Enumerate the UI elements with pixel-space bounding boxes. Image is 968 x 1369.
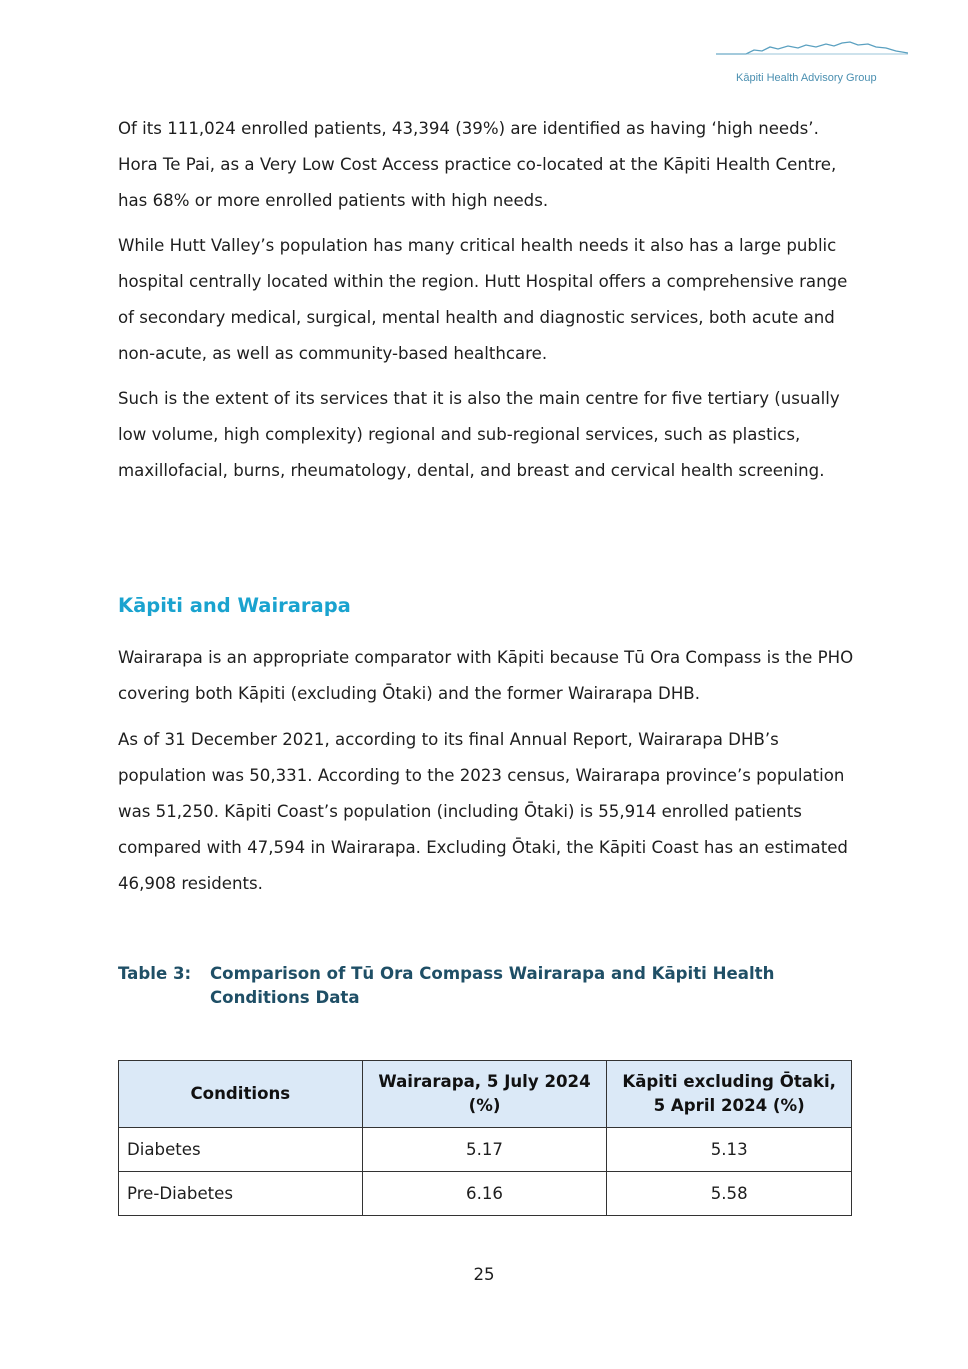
paragraph-enrolled-patients: Of its 111,024 enrolled patients, 43,394 (39%) are identified as having ‘high needs’. Hora Te Pai, as a Very Low Cost Access practice co-located at the Kāpiti Health Centre, has 68% or more enrolled patients with high needs.	[118, 119, 837, 210]
table-row	[119, 1128, 852, 1172]
paragraph-hutt-valley: While Hutt Valley’s population has many critical health needs it also has a large public hospital centrally located within the region. Hutt Hospital offers a comprehensive range of secondary medical, surgical, mental health and diagnostic services, both acute and non-acute, as well as community-based healthcare.	[118, 236, 848, 363]
paragraph-tertiary-services: Such is the extent of its services that it is also the main centre for five tertiary (usually low volume, high complexity) regional and sub-regional services, such as plastics, maxillofacial, burns, rheumatology, dental, and breast and cervical health screening.	[118, 389, 840, 480]
header-conditions: Conditions	[119, 1061, 363, 1128]
health-conditions-table	[118, 1060, 852, 1216]
header-kapiti: Kāpiti excluding Ōtaki, 5 April 2024 (%)	[607, 1061, 852, 1128]
page-number: 25	[473, 1265, 495, 1284]
header-logo	[716, 38, 908, 88]
table-caption-number: Table 3:	[118, 964, 192, 983]
cell-condition: Diabetes	[119, 1128, 363, 1172]
mountain-skyline-icon	[716, 38, 908, 60]
table-header-row	[119, 1061, 852, 1128]
table-caption-text: Comparison of Tū Ora Compass Wairarapa and Kāpiti Health Conditions Data	[210, 964, 775, 1007]
logo-text: Kāpiti Health Advisory Group	[736, 72, 877, 84]
paragraph-wairarapa-comparator: Wairarapa is an appropriate comparator with Kāpiti because Tū Ora Compass is the PHO covering both Kāpiti (excluding Ōtaki) and the former Wairarapa DHB.	[118, 648, 854, 703]
paragraph-population: As of 31 December 2021, according to its final Annual Report, Wairarapa DHB’s population was 50,331. According to the 2023 census, Wairarapa province’s population was 51,250. Kāpiti Coast’s population (including Ōtaki) is 55,914 enrolled patients compared with 47,594 in Wairarapa. Excluding Ōtaki, the Kāpiti Coast has an estimated 46,908 residents.	[118, 730, 848, 893]
header-wairarapa: Wairarapa, 5 July 2024 (%)	[362, 1061, 607, 1128]
section-heading: Kāpiti and Wairarapa	[118, 594, 351, 617]
table-row	[119, 1172, 852, 1216]
cell-wairarapa-value: 6.16	[362, 1172, 607, 1216]
cell-wairarapa-value: 5.17	[362, 1128, 607, 1172]
cell-condition: Pre-Diabetes	[119, 1172, 363, 1216]
cell-kapiti-value: 5.13	[607, 1128, 852, 1172]
cell-kapiti-value: 5.58	[607, 1172, 852, 1216]
